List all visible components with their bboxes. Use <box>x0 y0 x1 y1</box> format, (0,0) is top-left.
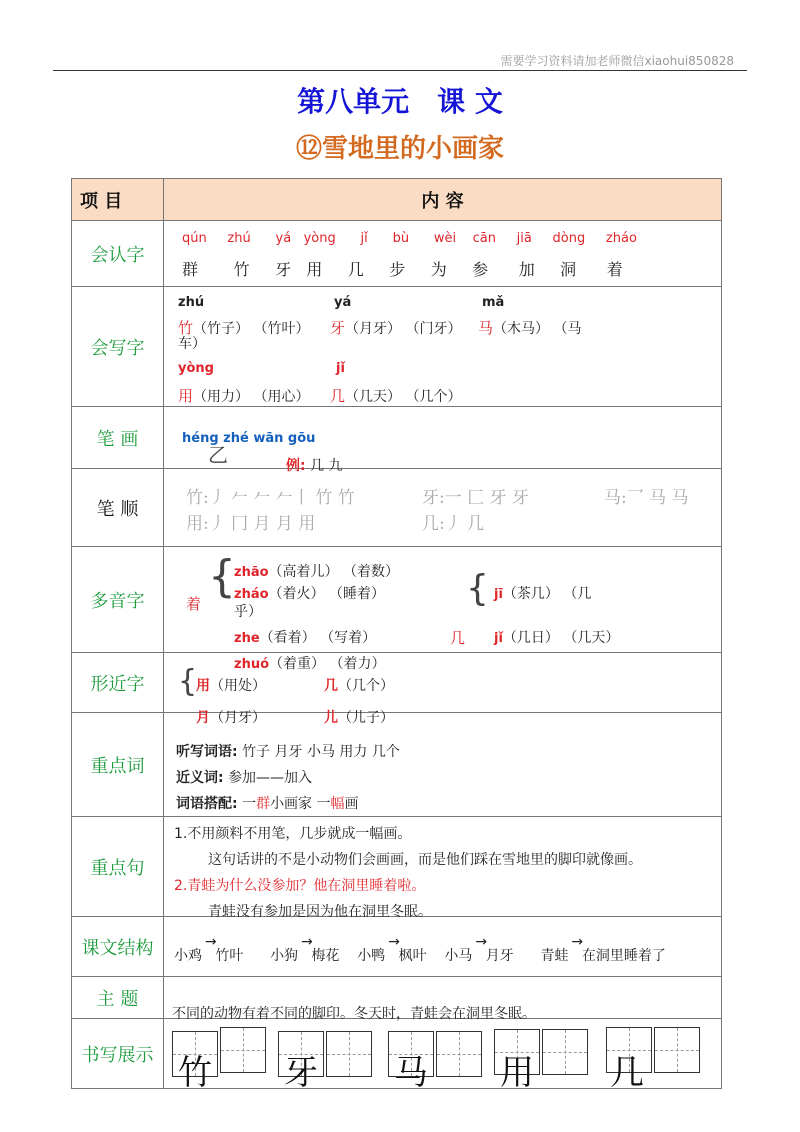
row-recognize <box>72 221 722 287</box>
char: 洞 <box>560 260 577 279</box>
py: yòng <box>303 231 336 246</box>
print: 月牙 <box>485 948 514 964</box>
py: dòng <box>552 231 586 246</box>
py: jǐ <box>494 631 503 646</box>
row-label: 会写字 <box>72 287 164 407</box>
show-char: 竹 <box>178 1053 212 1093</box>
char: 马 <box>478 319 494 337</box>
value: 竹子 月牙 小马 用力 几个 <box>242 744 400 760</box>
section-name: 课 文 <box>437 85 503 118</box>
poly-brace-1: { <box>208 551 236 602</box>
similar-b1 <box>324 675 394 695</box>
dictation-line <box>176 741 400 761</box>
char: 用 <box>178 387 194 405</box>
key: 近义词: <box>176 770 224 786</box>
words: （高着儿） （着数） <box>268 564 399 580</box>
py: zhāo <box>234 565 269 580</box>
char: 几 <box>324 678 338 694</box>
words: （着重） （着力） <box>269 656 386 672</box>
write-py-3: yòng <box>178 361 214 376</box>
show-char: 马 <box>394 1053 428 1093</box>
row-label: 课文结构 <box>72 917 164 977</box>
show-content <box>164 1019 722 1093</box>
print: 竹叶 <box>215 948 244 964</box>
lesson-number: ⑫ <box>295 134 322 164</box>
row-label: 重点句 <box>72 817 164 917</box>
row-poly <box>72 547 722 653</box>
write-item-3 <box>178 385 309 406</box>
char: 竹 <box>233 260 250 279</box>
py: yá <box>275 231 292 246</box>
py: jī <box>494 587 503 602</box>
animal: 小狗 <box>270 948 299 964</box>
char: 步 <box>389 260 406 279</box>
similar-content <box>164 653 722 726</box>
poly-brace-2: { <box>466 568 489 609</box>
words: （儿子） <box>338 710 394 726</box>
words: （几个） <box>338 678 394 694</box>
theme-text: 不同的动物有着不同的脚印。冬天时，青蛙会在洞里冬眠。 <box>172 1006 536 1022</box>
char: 加 <box>518 260 535 279</box>
row-label: 形近字 <box>72 653 164 713</box>
py: qún <box>182 231 207 246</box>
v: 小画家 一 <box>270 796 331 812</box>
char: 参 <box>472 260 489 279</box>
animal: 小鸡 <box>174 948 202 964</box>
poly-line-4 <box>234 653 385 673</box>
example-chars: 几 九 <box>310 458 343 474</box>
poly-char-1: 着 <box>186 595 202 613</box>
py: zhuó <box>234 657 270 672</box>
write-py-1: yá <box>334 295 352 310</box>
write-content <box>164 287 722 407</box>
write-item-1 <box>330 317 461 338</box>
recognize-pinyin <box>182 231 637 246</box>
write-wrap: 车） <box>178 336 206 352</box>
poly-content <box>164 547 722 653</box>
row-label: 书写展示 <box>72 1019 164 1089</box>
char: 群 <box>182 260 199 279</box>
char: 竹 <box>178 319 194 337</box>
header-content: 内 容 <box>164 179 722 221</box>
py: zhú <box>227 231 251 246</box>
table-header <box>72 179 722 221</box>
similar-a1 <box>196 675 266 695</box>
words: （着火） （睡着） <box>268 586 385 602</box>
words: （用力） （用心） <box>193 389 310 405</box>
row-words <box>72 713 722 817</box>
collocation-line <box>176 793 359 813</box>
row-label: 主 题 <box>72 977 164 1019</box>
write-py-4: jǐ <box>336 361 345 376</box>
words: （月牙） <box>210 710 266 726</box>
recognize-chars <box>182 257 623 280</box>
char: 几 <box>347 260 364 279</box>
words: （木马） （马 <box>493 321 582 337</box>
py: jǐ <box>360 231 368 246</box>
arrow-icon: → <box>571 934 584 950</box>
words: （竹子） （竹叶） <box>193 321 310 337</box>
py: bù <box>392 231 410 246</box>
print: 梅花 <box>311 948 340 964</box>
stroke-name: héng zhé wān gōu <box>182 431 316 446</box>
poly-wrap: 乎） <box>234 604 262 620</box>
words: （几日） （几天） <box>502 630 620 646</box>
print: 枫叶 <box>398 948 427 964</box>
py: zhe <box>234 631 260 646</box>
order-item-0: 竹:丿 𠂉 𠂉 𠂉丨 竹 竹 <box>186 488 355 508</box>
py: zháo <box>605 231 637 246</box>
show-char: 几 <box>610 1053 644 1093</box>
animal: 小鸭 <box>357 948 386 964</box>
poly-line-r1 <box>494 583 591 603</box>
words: （几天） （几个） <box>345 389 462 405</box>
row-stroke <box>72 407 722 469</box>
arrow-icon: → <box>204 934 217 950</box>
top-rule <box>53 70 747 71</box>
row-label: 多音字 <box>72 547 164 653</box>
py: cān <box>472 231 496 246</box>
tian-grid <box>220 1027 266 1073</box>
unit-name: 第八单元 <box>297 85 410 118</box>
key: 听写词语: <box>176 744 238 760</box>
row-write <box>72 287 722 407</box>
poly-line-2 <box>234 583 385 603</box>
theme-content <box>164 977 722 1022</box>
words: （看着） （写着） <box>259 630 377 646</box>
structure-flow <box>174 934 666 965</box>
lesson-title <box>0 128 800 165</box>
key: 词语搭配: <box>176 796 238 812</box>
row-theme <box>72 977 722 1019</box>
words: （茶几） （几 <box>502 586 592 602</box>
sentence-2-explain: 青蛙没有参加是因为他在洞里冬眠。 <box>208 904 432 920</box>
sentence-1-explain: 这句话讲的不是小动物们会画画，而是他们踩在雪地里的脚印就像画。 <box>208 852 642 868</box>
structure-content <box>164 917 722 977</box>
words-content <box>164 713 722 817</box>
animal: 小马 <box>444 948 473 964</box>
py: zháo <box>234 587 269 602</box>
row-show <box>72 1019 722 1089</box>
arrow-icon: → <box>475 934 488 950</box>
watermark: 需要学习资料请加老师微信xiaohui850828 <box>500 54 734 68</box>
v-red: 幅 <box>330 796 345 812</box>
value: 参加——加入 <box>228 770 313 786</box>
arrow-icon: → <box>300 934 313 950</box>
row-label: 笔 画 <box>72 407 164 469</box>
show-char: 牙 <box>284 1053 318 1093</box>
write-item-2 <box>478 317 581 338</box>
sentences-content <box>164 817 722 920</box>
print: 在洞里睡着了 <box>581 948 666 964</box>
row-structure <box>72 917 722 977</box>
write-item-4 <box>330 385 461 406</box>
lesson-name: 雪地里的小画家 <box>322 134 505 164</box>
header-item: 项 目 <box>72 179 164 221</box>
v: 一 <box>242 796 257 812</box>
lesson-table <box>71 178 722 1093</box>
write-py-2: mǎ <box>482 295 505 310</box>
tian-grid <box>542 1029 588 1075</box>
order-item-1: 牙:一 匚 牙 牙 <box>422 488 529 508</box>
tian-grid <box>654 1027 700 1073</box>
write-py-0: zhú <box>178 295 205 310</box>
recognize-content <box>164 221 722 287</box>
py: wèi <box>433 231 457 246</box>
char: 牙 <box>330 319 346 337</box>
unit-title <box>0 80 800 120</box>
sentence-2: 2.青蛙为什么没参加？他在洞里睡着啦。 <box>174 878 426 894</box>
char: 用 <box>306 260 323 279</box>
words: （月牙） （门牙） <box>345 321 462 337</box>
row-similar <box>72 653 722 713</box>
row-order <box>72 469 722 547</box>
poly-char-2: 几 <box>450 629 466 647</box>
v: 画 <box>344 796 359 812</box>
order-content <box>164 469 722 547</box>
similar-brace: { <box>178 664 198 699</box>
v-red: 群 <box>256 796 271 812</box>
char: 牙 <box>275 260 292 279</box>
synonym-line <box>176 767 312 787</box>
char: 着 <box>606 260 623 279</box>
stroke-glyph: 乙 <box>208 443 228 467</box>
row-sentences <box>72 817 722 917</box>
row-label: 笔 顺 <box>72 469 164 547</box>
sentence-1: 1.不用颜料不用笔，几步就成一幅画。 <box>174 826 412 842</box>
char: 月 <box>196 710 210 726</box>
stroke-content <box>164 407 722 474</box>
example-label: 例: <box>286 458 306 474</box>
char: 用 <box>196 678 210 694</box>
tian-grid <box>326 1031 372 1077</box>
poly-line-r2 <box>494 627 619 647</box>
char: 为 <box>430 260 447 279</box>
py: jiā <box>516 231 532 246</box>
poly-line-1 <box>234 561 399 581</box>
row-label: 重点词 <box>72 713 164 817</box>
row-label: 会认字 <box>72 221 164 287</box>
tian-grid <box>436 1031 482 1077</box>
char: 几 <box>330 387 346 405</box>
show-char: 用 <box>500 1053 534 1093</box>
animal: 青蛙 <box>540 948 569 964</box>
order-item-4: 几:丿 几 <box>422 514 485 534</box>
arrow-icon: → <box>388 934 400 950</box>
words: （用处） <box>210 678 266 694</box>
order-item-2: 马:乛 马 马 <box>604 488 689 508</box>
order-item-3: 用:丿 冂 月 月 用 <box>186 514 316 534</box>
poly-line-3 <box>234 627 376 647</box>
char: 儿 <box>324 710 338 726</box>
